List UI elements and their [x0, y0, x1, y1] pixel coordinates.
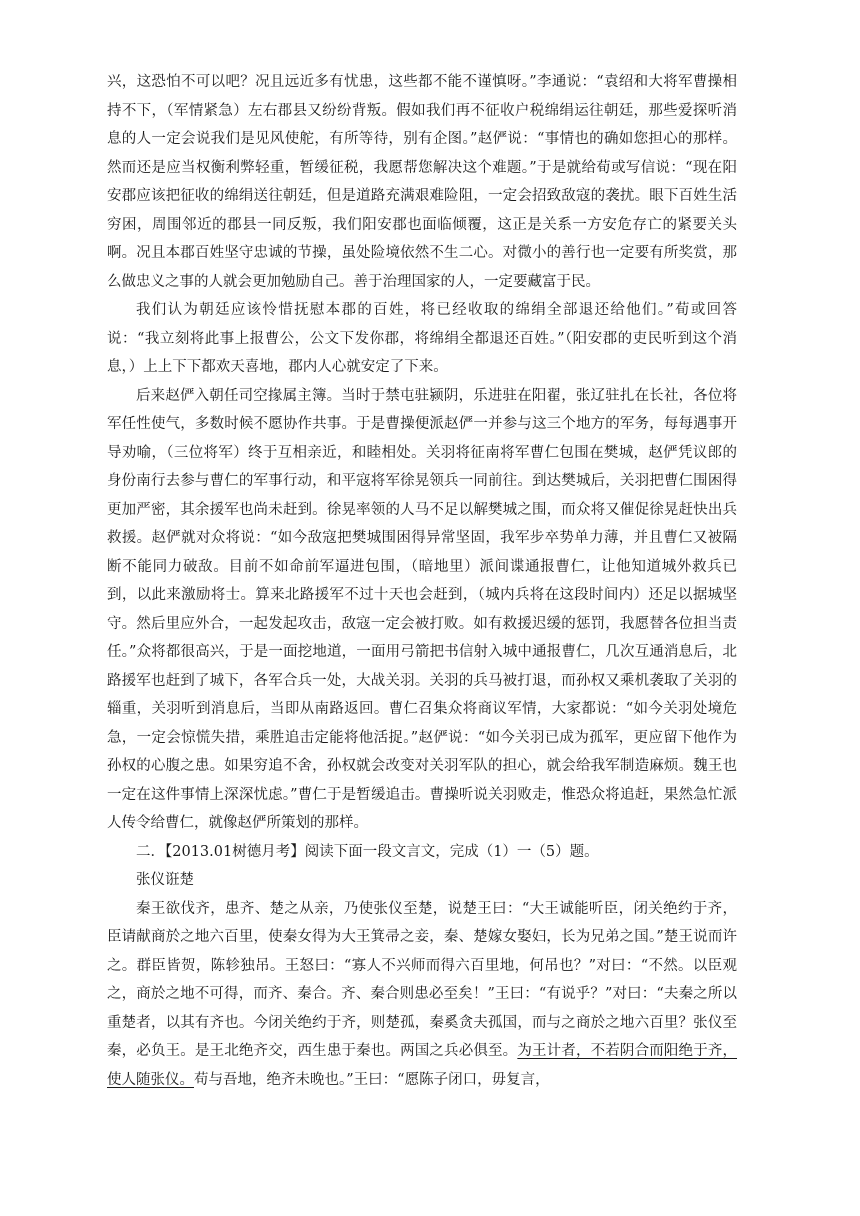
paragraph-3: 后来赵俨入朝任司空掾属主簿。当时于禁屯驻颍阴，乐进驻在阳翟，张辽驻扎在长社，各位将军任性使气，多数时候不愿协作共事。于是曹操便派赵俨一并参与这三个地方的军务，每每遇事开导劝喻，（三位将军）终于互相亲近，和睦相处。关羽将征南将军曹仁包围在樊城，赵俨凭议郎的身份南行去参与曹仁的军事行动，和平寇将军徐晃领兵一同前往。到达樊城后，关羽把曹仁围困得更加严密，其余援军也尚未赶到。徐晃率领的人马不足以解樊城之围，而众将又催促徐晃赶快出兵救援。赵俨就对众将说：“如今敌寇把樊城围困得异常坚固，我军步卒势单力薄，并且曹仁又被隔断不能同力破敌。目前不如命前军逼进包围，（暗地里）派间谍通报曹仁，让他知道城外救兵已到，以此来激励将士。算来北路援军不过十天也会赶到，（城内兵将在这段时间内）还足以据城坚守。然后里应外合，一起发起攻击，敌寇一定会被打败。如有救援迟缓的惩罚，我愿替各位担当责任。”众将都很高兴，于是一面挖地道，一面用弓箭把书信射入城中通报曹仁，几次互通消息后，北路援军也赶到了城下，各军合兵一处，大战关羽。关羽的兵马被打退，而孙权又乘机袭取了关羽的辎重，关羽听到消息后，当即从南路返回。曹仁召集众将商议军情，大家都说：“如今关羽处境危急，一定会惊慌失措，乘胜追击定能将他活捉。”赵俨说：“如今关羽已成为孤军，更应留下他作为孙权的心腹之患。如果穷追不舍，孙权就会改变对关羽军队的担心，就会给我军制造麻烦。魏王也一定在这件事情上深深忧虑。”曹仁于是暂缓追击。曹操听说关羽败走，惟恐众将追赶，果然急忙派人传令给曹仁，就像赵俨所策划的那样。	[107, 387, 737, 831]
paragraph-1: 兴，这恐怕不可以吧？况且远近多有忧患，这些都不能不谨慎呀。”李通说：“袁绍和大将军曹操相持不下，（军情紧急）左右郡县又纷纷背叛。假如我们再不征收户税绵绢运往朝廷，那些爱探听消息的人一定会说我们是见风使舵，有所等待，别有企图。”赵俨说：“事情也的确如您担心的那样。然而还是应当权衡利弊轻重，暂缓征税，我愿帮您解决这个难题。”于是就给荀或写信说：“现在阳安郡应该把征收的绵绢送往朝廷，但是道路充满艰难险阻，一定会招致敌寇的袭扰。眼下百姓生活穷困，周围邻近的郡县一同反叛，我们阳安郡也面临倾覆，这正是关系一方安危存亡的紧要关头啊。况且本郡百姓坚守忠诚的节操，虽处险境依然不生二心。对微小的善行也一定要有所奖赏，那么做忠义之事的人就会更加勉励自己。善于治理国家的人，一定要藏富于民。	[107, 74, 737, 290]
underlined-sentence: 为王计者，不若阴合而阳绝于齐，使人随张仪。	[107, 1043, 738, 1088]
paragraph-4-part-b: 苟与吾地，绝齐未晚也。”王曰：“愿陈子闭口，毋复言，	[194, 1071, 550, 1088]
document-body	[107, 68, 737, 1094]
passage-title: 张仪诳楚	[136, 872, 194, 888]
question-2-heading: 二．【2013.01树德月考】阅读下面一段文言文，完成（1）一（5）题。	[136, 843, 599, 860]
paragraph-2: 我们认为朝廷应该怜惜抚慰本郡的百姓，将已经收取的绵绢全部退还给他们。”荀或回答说：“我立刻将此事上报曹公，公文下发你郡，将绵绢全都退还百姓。”（阳安郡的吏民听到这个消息，）上上下下都欢天喜地，郡内人心就安定了下来。	[107, 302, 737, 375]
paragraph-4	[107, 895, 737, 1095]
paragraph-4-part-a: 秦王欲伐齐，患齐、楚之从亲，乃使张仪至楚，说楚王曰：“大王诚能听臣，闭关绝约于齐，臣请献商於之地六百里，使秦女得为大王箕帚之妾，秦、楚嫁女娶妇，长为兄弟之国。”楚王说而许之。群臣皆贺，陈轸独吊。王怒曰：“寡人不兴师而得六百里地，何吊也？”对曰：“不然。以臣观之，商於之地不可得，而齐、秦合。齐、秦合则患必至矣！”王曰：“有说乎？”对曰：“夫秦之所以重楚者，以其有齐也。今闭关绝约于齐，则楚孤，秦奚贪夫孤国，而与之商於之地六百里？张仪至秦，必负王。是王北绝齐交，西生患于秦也。两国之兵必俱至。	[107, 900, 737, 1059]
